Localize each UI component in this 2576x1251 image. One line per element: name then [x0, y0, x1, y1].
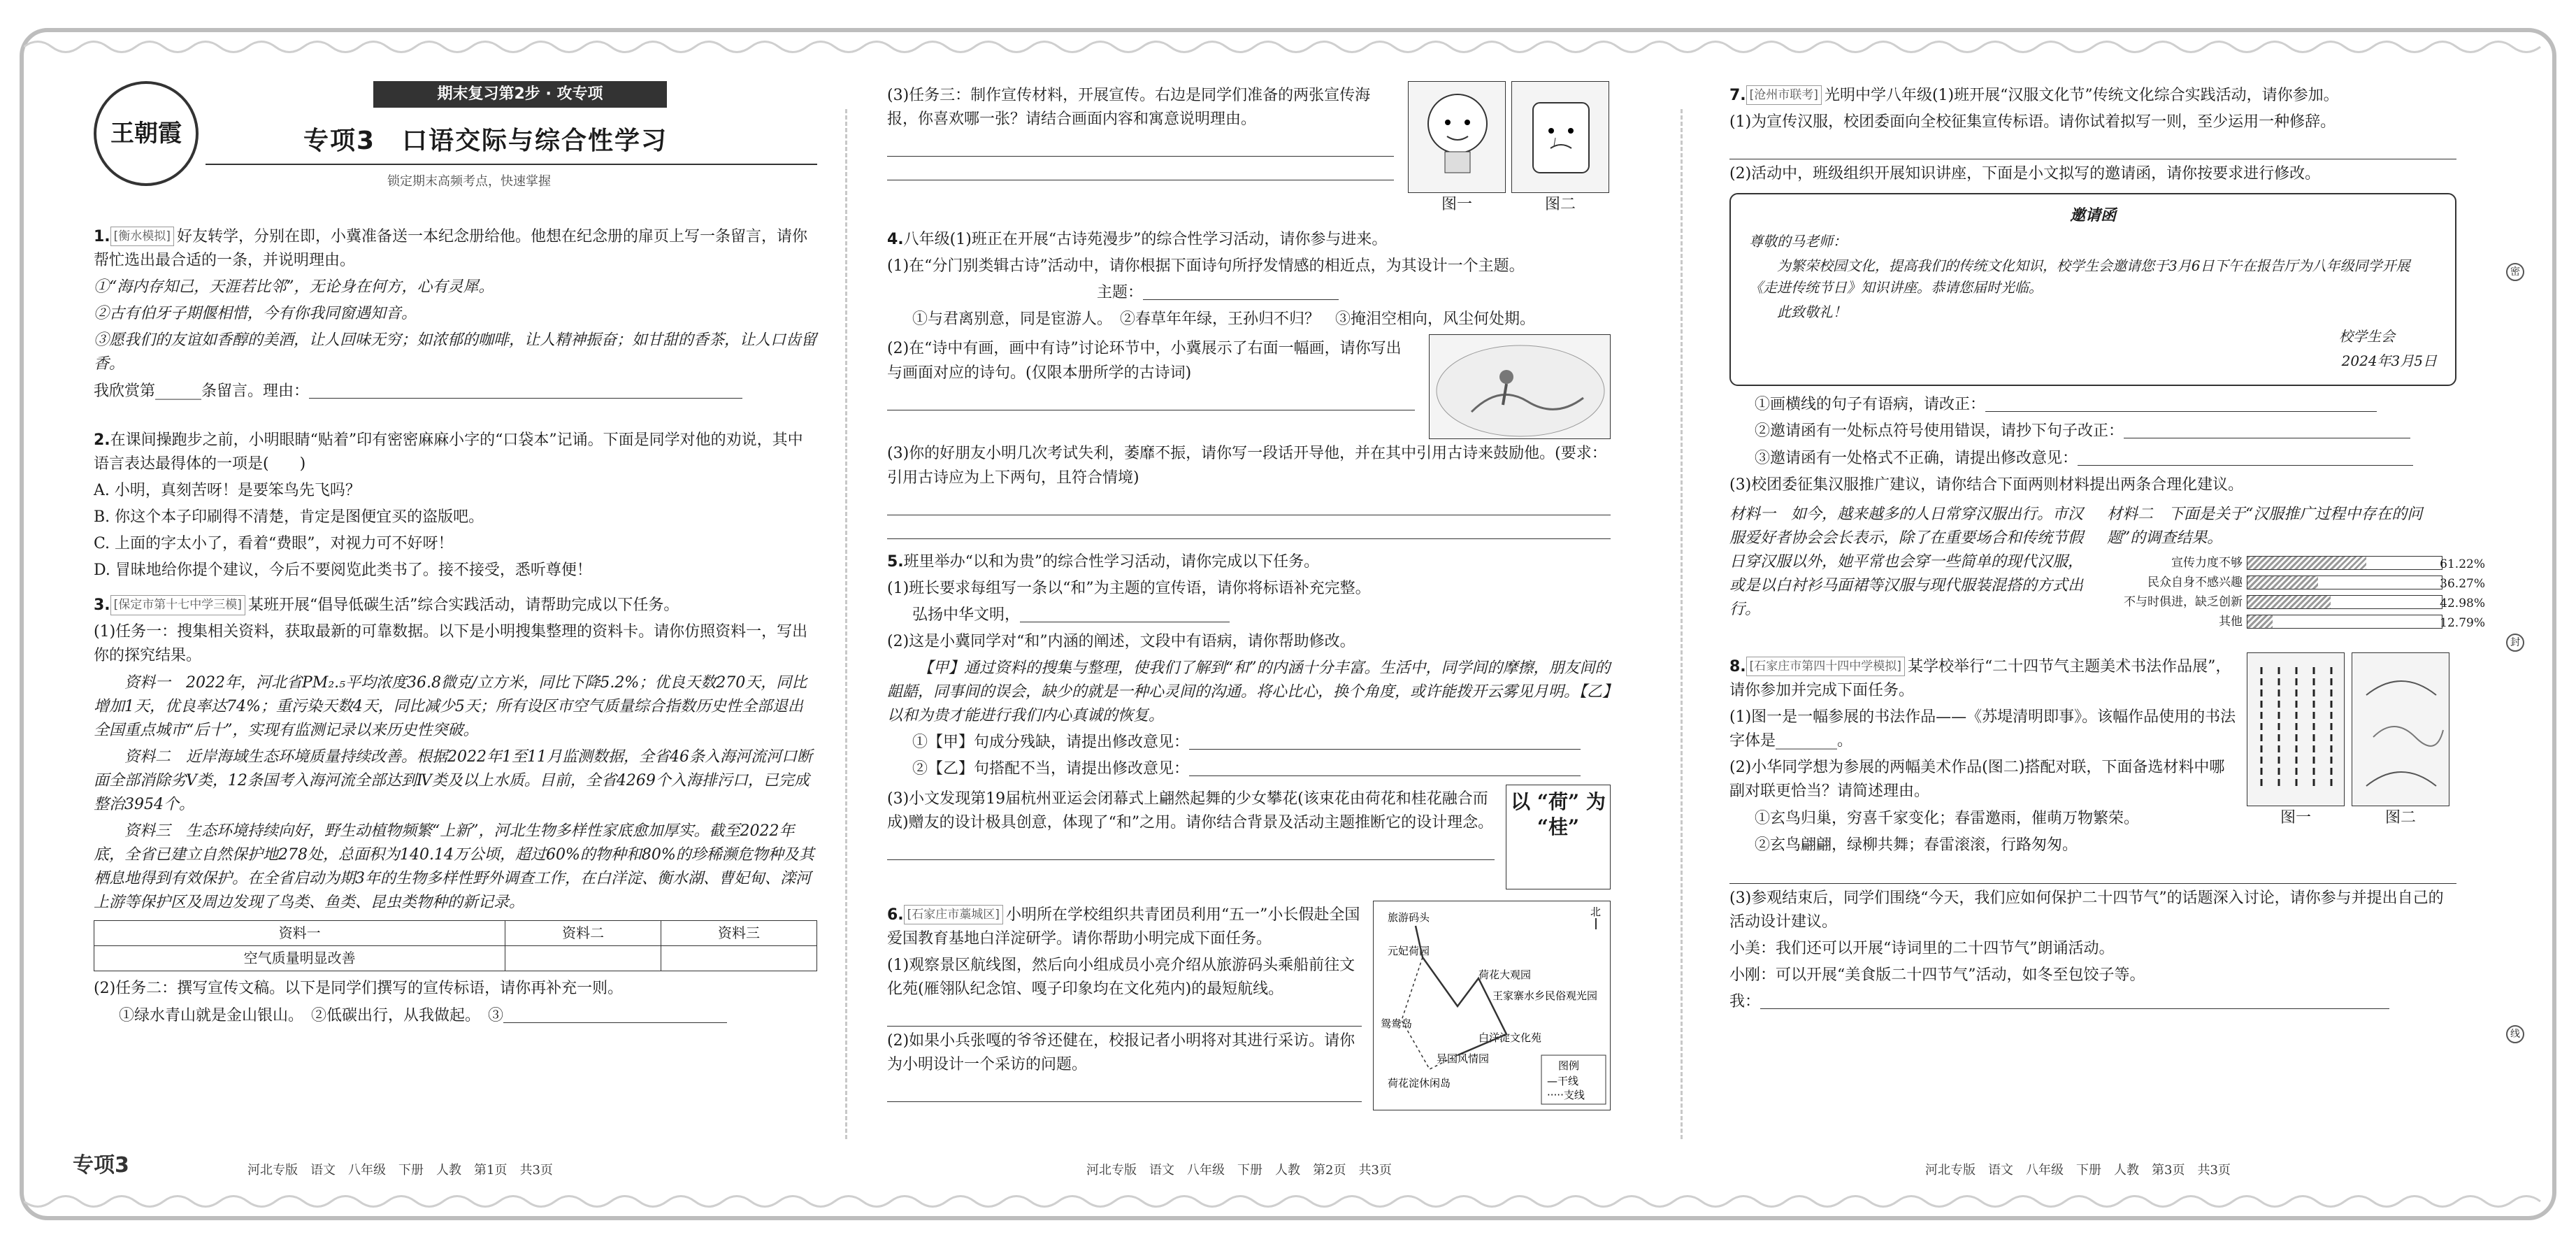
poster-tissue-image [1511, 81, 1609, 193]
answer-blank[interactable] [503, 1009, 727, 1023]
poster-figures: 图一 图二 [1408, 81, 1611, 217]
artwork-figures: 图一 图二 [2247, 652, 2456, 860]
question-2: 2.在课间操跑步之前，小明眼睛“贴着”印有密密麻麻小字的“口袋本”记诵。下面是同学对他的劝说，其中语言表达最得体的一项是( ) A. 小明，真刻苦呀！是要笨鸟先飞吗？ B. 你这个本子印刷得不清楚，肯定是图便宜买的盗版吧。 C. 上面的字太小了，看着“费眼”，对视力可不好呀！ D. 冒昧地给你提个建议，今后不要阅览此类书了。接不接受，悉听尊便！ [94, 429, 817, 583]
answer-blank[interactable] [1760, 995, 2389, 1009]
map-label-wang: 王家寨水乡民俗观光园 [1492, 989, 1598, 1002]
survey-bar-chart [2107, 553, 2485, 631]
invitation-letter: 邀请函 尊敬的马老师： 为繁荣校园文化，提高我们的传统文化知识，校学生会邀请您于3月6日下午在报告厅为八年级同学开展《走进传统节日》知识讲座。恭请您届时光临。 此致敬礼！ 校学生会 2024年3月5日 [1729, 193, 2456, 386]
binding-mark: 密 [2506, 263, 2524, 281]
bar-track [2247, 595, 2485, 610]
binding-mark: 封 [2506, 634, 2524, 652]
question-6: 6. [石家庄市藁城区] 小明所在学校组织共青团员利用“五一”小长假赴全国爱国教育基地白洋淀研学。请你帮助小明完成下面任务。 (1)观察景区航线图，然后向小组成员小亮介绍从旅游码头乘船前往文化苑(雁翎队纪念馆、嘎子印象均在文化苑内)的最短航线。 (2)如果小兵张嘎的爷爷还健在，校报记者小明将对其进行采访。请你为小明设计一个采访的问题。 北 旅游码头 元妃荷园 荷花大观园 王家寨水乡民俗观光园 鸳鸯岛 白洋淀文化苑 异国风情园 荷花淀休闲岛 图例 —干线 ·····支线 [887, 901, 1611, 1110]
bar-category-label: 民众自身不感兴趣 [2147, 575, 2243, 589]
column-divider [1681, 109, 1683, 1139]
map-label-baiyang: 白洋淀文化苑 [1478, 1031, 1542, 1044]
bar-row [2107, 612, 2485, 631]
source-tag: [石家庄市藁城区] [904, 905, 1003, 924]
option-a[interactable]: A. 小明，真刻苦呀！是要笨鸟先飞吗？ [94, 481, 361, 499]
map-label-jingdian: 异国风情园 [1437, 1052, 1490, 1065]
source-tag: [保定市第十七中学三模] [110, 595, 245, 615]
footer-page-1: 河北专版 语文 八年级 下册 人教 第1页 共3页 [247, 1163, 553, 1178]
option-c[interactable]: C. 上面的字太小了，看着“费眼”，对视力可不好呀！ [94, 535, 454, 553]
bar [2247, 596, 2331, 608]
column-page-3 [1729, 81, 2485, 1153]
option-d[interactable]: D. 冒昧地给你提个建议，今后不要阅览此类书了。接不接受，悉听尊便！ [94, 562, 592, 580]
map-label-dahe: 荷花大观园 [1478, 968, 1532, 981]
answer-line[interactable] [887, 517, 1611, 539]
question-1: 1. [衡水模拟] 好友转学，分别在即，小冀准备送一本纪念册给他。他想在纪念册的扉页上写一条留言，请你帮忙选出最合适的一条，并说明理由。 ①“海内存知己，天涯若比邻”，无论身在何方，心有灵犀。 ②古有伯牙子期偃相惜，今有你我同窗遇知音。 ③愿我们的友谊如香醇的美酒，让人回味无穷；如浓郁的咖啡，让人精神振奋；如甘甜的香茶，让人口齿留香。 我欣赏第______条留言。理由： [94, 228, 817, 400]
answer-blank[interactable] [2078, 452, 2413, 466]
answer-line[interactable] [887, 1004, 1362, 1027]
painting-image [2352, 652, 2449, 806]
question-4: 4.八年级(1)班正在开展“古诗苑漫步”的综合性学习活动，请你参与进来。 (1)在“分门别类辑古诗”活动中，请你根据下面诗句所抒发情感的相近点，为其设计一个主题。 主题： ①与君离别意，同是宦游人。 ②春草年年绿，王孙归不归？ ③掩泪空相向，风尘何处期。 (2)在“诗中有画，画中有诗”讨论环节中，小冀展示了右面一幅画，请你写出与画面对应的诗句。(仅限本册所学的古诗词) (3)你的好朋友小明几次考试失利，萎靡不振，请你写一段话开导他，并在其中引用古诗来鼓励他。(要求：引用古诗应为上下两句，且符合情境) [887, 228, 1611, 539]
option-b[interactable]: B. 你这个本子印刷得不清楚，肯定是图便宜买的盗版吧。 [94, 508, 484, 526]
source-tag: [石家庄市第四十四中学模拟] [1746, 657, 1905, 676]
svg-text:图例: 图例 [1558, 1059, 1580, 1072]
answer-blank[interactable] [1985, 398, 2377, 412]
bar-track [2247, 556, 2485, 571]
answer-line[interactable] [887, 388, 1415, 410]
top-wave-border [24, 36, 2561, 57]
brand-logo: 王朝霞 [94, 81, 199, 186]
bar-value-label: 36.27% [2440, 576, 2485, 591]
column-divider [845, 109, 847, 1139]
answer-line[interactable] [887, 158, 1394, 180]
data-card-table: 资料一 资料二 资料三 空气质量明显改善 [94, 920, 817, 971]
question-8: 8. [石家庄市第四十四中学模拟] 某学校举行“二十四节气主题美术书法作品展”，请你参加并完成下面任务。 (1)图一是一幅参展的书法作品——《苏堤清明即事》。该幅作品使用的书法字体是________。 (2)小华同学想为参展的两幅美术作品(图二)搭配对联，下面备选材料中哪副对联更恰当？请简述理由。 ①玄鸟归巢，穷喜千家变化；春雷邀雨，催萌万物繁荣。 ②玄鸟翩翩，绿柳共舞；春雷滚滚，行路匆匆。 图一 图二 (3)参观结束后，同学们围绕“今天，我们应如何保护二十四节气”的话题深入讨论，请你参与并提出自己的活动设计建议。 小美：我们还可以开展“诗词里的二十四节气”朗诵活动。 小刚：可以开展“美食版二十四节气”活动，如冬至包饺子等。 我： [1729, 652, 2456, 1014]
baiyangdian-route-map [1373, 901, 1611, 1110]
footer-label: 专项3 [73, 1153, 129, 1178]
bar-value-label: 12.79% [2440, 615, 2485, 630]
page-title: 专项3 口语交际与综合性学习 [303, 127, 668, 155]
answer-blank[interactable] [1189, 762, 1581, 776]
map-label-yuanfei: 元妃荷园 [1388, 944, 1430, 957]
bar-value-label: 61.22% [2440, 557, 2485, 571]
review-banner: 期末复习第2步 · 攻专项 [373, 81, 667, 108]
bar-category-label: 不与时俱进，缺乏创新 [2124, 594, 2243, 609]
bar [2247, 557, 2366, 569]
svg-text:·····支线: ·····支线 [1547, 1088, 1585, 1101]
answer-line[interactable] [887, 838, 1495, 860]
calligraphy-image [2247, 652, 2345, 806]
answer-line[interactable] [1729, 137, 2456, 159]
bar [2247, 576, 2318, 589]
page-slogan: 锁定期末高频考点，快速掌握 [387, 174, 551, 189]
bottom-wave-border [24, 1191, 2561, 1212]
binding-mark: 线 [2506, 1025, 2524, 1043]
header-rule [206, 164, 817, 165]
bar-row [2107, 573, 2485, 592]
answer-blank[interactable] [1189, 736, 1581, 750]
footer-page-3: 河北专版 语文 八年级 下册 人教 第3页 共3页 [1925, 1163, 2231, 1178]
map-label-hehua: 荷花淀休闲岛 [1388, 1076, 1451, 1089]
bar-value-label: 42.98% [2440, 596, 2485, 610]
lotus-osmanthus-seal: 以 “荷” 为 “桂” [1506, 785, 1611, 889]
theme-blank[interactable] [1143, 286, 1339, 300]
question-5: 5.班里举办“以和为贵”的综合性学习活动，请你完成以下任务。 (1)班长要求每组写一条以“和”为主题的宣传语，请你将标语补充完整。 弘扬中华文明， (2)这是小冀同学对“和”内涵的阐述，文段中有语病，请你帮助修改。 【甲】通过资料的搜集与整理，使我们了解到“和”的内涵十分丰富。生活中，同学间的摩擦，朋友间的龃龉，同事间的误会，缺少的就是一种心灵间的沟通。将心比心，换个角度，或许能拨开云雾见月明。【乙】以和为贵才能进行我们内心真诚的恢复。 ①【甲】句成分残缺，请提出修改意见： ②【乙】句搭配不当，请提出修改意见： (3)小文发现第19届杭州亚运会闭幕式上翩然起舞的少女攀花(该束花由荷花和桂花融合而成)赠友的设计极具创意，体现了“和”之用。请你结合背景及活动主题推断它的设计理念。 以 “荷” 为 “桂” [887, 550, 1611, 889]
svg-text:—干线: —干线 [1547, 1074, 1579, 1087]
column-page-2: (3)任务三：制作宣传材料，开展宣传。右边是同学们准备的两张宣传海报，你喜欢哪一张？请结合画面内容和寓意说明理由。 图一 图二 4.八年级(1)班正在开展“古诗苑漫步”的综合性学习活动，请你参与进来。 (1)在“分门别类辑古诗”活动中，请你根据下面诗句所抒发情感的相近点，为其设计一个主题。 主题： ①与君离别意，同是宦游人。 ②春草年年绿，王孙归不归？ ③掩泪空相向，风尘何处期。 (2)在“诗中有画，画中有诗”讨论环节中，小冀展示了右面一幅画，请你写出与画面对应的诗句。(仅限本册所学的古诗词) (3)你的好朋友小明几次考试失利，萎靡不振，请你写一段话开导他，并在其中引用古诗来鼓励他。(要求：引用古诗应为上下两句，且符合情境) 5.班里举办“以和为贵”的综合性学习活动，请你完成以下任务。 (1)班长要求每组写一条以“和”为主题的宣传语，请你将标语补充完整。 弘扬中华文明， (2)这是小冀同学对“和”内涵的阐述，文段中有语病，请你帮助修改。 【甲】通过资料的搜集与整理，使我们了解到“和”的内涵十分丰富。生活中，同学间的摩擦，朋友间的龃龉，同事间的误会，缺少的就是一种心灵间的沟通。将心比心，换个角度，或许能拨开云雾见月明。【乙】以和为贵才能进行我们内心真诚的恢复。 ①【甲】句成分残缺，请提出修改意见： ②【乙】句搭配不当，请提出修改意见： (3)小文发现第19届杭州亚运会闭幕式上翩然起舞的少女攀花(该束花由荷花和桂花融合而成)赠友的设计极具创意，体现了“和”之用。请你结合背景及活动主题推断它的设计理念。 以 “荷” 为 “桂” 6. [石家庄市藁城区] 小明所在学校组织共青团员利用“五一”小长假赴全国爱国教育基地白洋淀研学。请你帮助小明完成下面任务。 (1)观察景区航线图，然后向小组成员小亮介绍从旅游码头乘船前往文化苑(雁翎队纪念馆、嘎子印象均在文化苑内)的最短航线。 (2)如果小兵张嘎的爷爷还健在，校报记者小明将对其进行采访。请你为小明设计一个采访的问题。 北 旅游码头 元妃荷园 荷花大观园 王家寨水乡民俗观光园 鸳鸯岛 白洋淀文化苑 异国风情园 荷花淀休闲岛 图例 —干线 ·····支线 [887, 81, 1611, 1153]
map-label-yuanyang: 鸳鸯岛 [1381, 1017, 1413, 1030]
answer-line[interactable]: 我欣赏第______条留言。理由： [94, 382, 310, 400]
answer-blank[interactable] [309, 385, 742, 399]
ancient-painting-image [1429, 334, 1611, 439]
map-label-pier: 旅游码头 [1388, 910, 1430, 924]
source-tag: [衡水模拟] [110, 227, 174, 246]
answer-line[interactable] [1729, 862, 2456, 884]
bar-row [2107, 592, 2485, 612]
answer-line[interactable] [887, 134, 1394, 157]
answer-line[interactable] [887, 493, 1611, 515]
bar-track [2247, 615, 2485, 630]
bar-category-label: 其他 [2219, 614, 2243, 629]
answer-cell[interactable] [505, 946, 661, 971]
column-page-1 [94, 81, 817, 1153]
paper-sheet [20, 28, 2556, 1220]
bar [2247, 615, 2273, 628]
bar-category-label: 宣传力度不够 [2171, 555, 2243, 570]
footer-page-2: 河北专版 语文 八年级 下册 人教 第2页 共3页 [1086, 1163, 1392, 1178]
question-3: 3. [保定市第十七中学三模] 某班开展“倡导低碳生活”综合实践活动，请帮助完成以下任务。 (1)任务一：搜集相关资料，获取最新的可靠数据。以下是小明搜集整理的资料卡。请你仿照资料一，写出你的探究结果。 资料一 2022年，河北省PM₂.₅平均浓度36.8微克/立方米，同比下降5.2%；优良天数270天，同比增加1天，优良率达74%；重污染天数4天，同比减少5天；所有设区市空气质量综合指数历史性全部退出全国重点城市“后十”，实现有监测记录以来历史性突破。 资料二 近岸海域生态环境质量持续改善。根据2022年1至11月监测数据，全省46条入海河流河口断面全部消除劣Ⅴ类，12条国考入海河流全部达到Ⅳ类及以上水质。目前，全省4269个入海排污口，已完成整治3954个。 资料三 生态环境持续向好，野生动植物频繁“上新”，河北生物多样性家底愈加厚实。截至2022年底，全省已建立自然保护地278处，总面积为140.14万公顷，超过60%的物种和80%的珍稀濒危物种及其栖息地得到有效保护。在全省启动为期3年的生物多样性野外调查工作，在白洋淀、衡水湖、曹妃甸、滦河上游等保护区及周边发现了鸟类、鱼类、昆虫类物种的新记录。 资料一 资料二 资料三 空气质量明显改善 (2)任务二：撰写宣传文稿。以下是同学们撰写的宣传标语，请你再补充一则。 ①绿水青山就是金山银山。 ②低碳出行，从我做起。 ③ [94, 594, 817, 1027]
bar-row [2107, 553, 2485, 573]
slogan-blank[interactable] [1020, 608, 1230, 622]
answer-blank[interactable] [2124, 424, 2410, 438]
poster-bulb-image [1408, 81, 1506, 193]
page-header [94, 81, 817, 214]
question-7: 7. [沧州市联考] 光明中学八年级(1)班开展“汉服文化节”传统文化综合实践活动，请你参加。 (1)为宣传汉服，校团委面向全校征集宣传标语。请你试着拟写一则，至少运用一种修辞。 (2)活动中，班级组织开展知识讲座，下面是小文拟写的邀请函，请你按要求进行修改。 邀请函 尊敬的马老师： 为繁荣校园文化，提高我们的传统文化知识，校学生会邀请您于3月6日下午在报告厅为八年级同学开展《走进传统节日》知识讲座。恭请您届时光临。 此致敬礼！ 校学生会 2024年3月5日 ①画横线的句子有语病，请改正： ②邀请函有一处标点符号使用错误，请抄下句子改正： ③邀请函有一处格式不正确，请提出修改意见： (3)校团委征集汉服推广建议，请你结合下面两则材料提出两条合理化建议。 材料一 如今，越来越多的人日常穿汉服出行。市汉服爱好者协会会长表示，除了在重要场合和传统节假日穿汉服以外，她平常也会穿一些简单的现代汉服，或是以白衬衫马面裙等汉服与现代服装混搭的方式出行。 材料二 下面是关于“汉服推广过程中存在的问题”的调查结果。 宣传力度不够 61.22% 民众自身不感兴趣 36.27% 不与时俱进，缺乏创新 42.98% 其他 12.79% [1729, 84, 2456, 631]
source-tag: [沧州市联考] [1746, 85, 1822, 105]
north-indicator: 北 [1590, 905, 1602, 918]
bar-track [2247, 576, 2485, 591]
answer-cell[interactable] [661, 946, 817, 971]
answer-line[interactable] [887, 1080, 1362, 1102]
